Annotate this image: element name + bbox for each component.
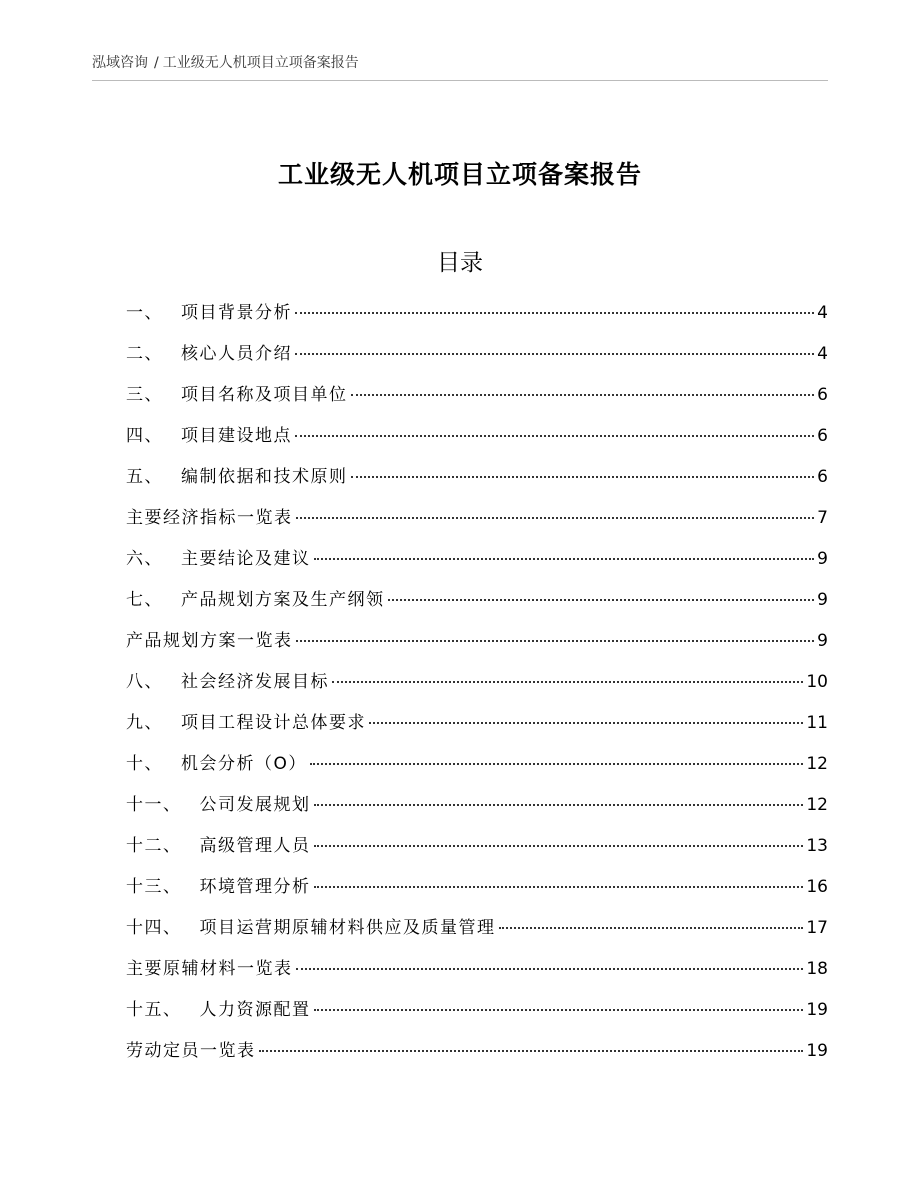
toc-entry-number: 六、 [126,549,163,569]
toc-entry[interactable] [126,869,828,910]
toc-entry-label [126,582,385,618]
toc-entry-number: 十、 [126,754,163,774]
toc-entry[interactable] [126,418,828,459]
toc-page-number: 9 [817,631,828,651]
toc-entry-text: 主要经济指标一览表 [126,508,293,528]
toc-dot-leader [332,681,803,683]
toc-dot-leader [259,1050,804,1052]
toc-entry-number: 三、 [126,385,163,405]
toc-entry-text: 公司发展规划 [199,795,311,815]
toc-dot-leader [388,599,815,601]
toc-page-number: 19 [806,1041,828,1061]
toc-entry-label [126,869,311,905]
toc-entry[interactable] [126,582,828,623]
toc-page-number: 4 [817,303,828,323]
toc-entry-text: 人力资源配置 [199,1000,311,1020]
toc-entry[interactable] [126,746,828,787]
toc-entry-text: 项目名称及项目单位 [181,385,348,405]
toc-entry-number: 二、 [126,344,163,364]
toc-entry-number: 十一、 [126,795,182,815]
toc-entry[interactable] [126,541,828,582]
toc-entry-label [126,336,292,372]
toc-entry[interactable] [126,828,828,869]
toc-page-number: 17 [806,918,828,938]
toc-page-number: 10 [806,672,828,692]
toc-page-number: 12 [806,754,828,774]
toc-entry-number: 十三、 [126,877,182,897]
toc-dot-leader [351,394,815,396]
toc-entry-label [126,541,311,577]
toc-entry[interactable] [126,459,828,500]
toc-page-number: 6 [817,467,828,487]
toc-page-number: 7 [817,508,828,528]
toc-dot-leader [314,845,804,847]
toc-dot-leader [314,804,804,806]
toc-dot-leader [351,476,815,478]
toc-entry-number: 十二、 [126,836,182,856]
toc-page-number: 11 [806,713,828,733]
toc-entry-number: 五、 [126,467,163,487]
toc-entry-label [126,787,311,823]
toc-page-number: 18 [806,959,828,979]
toc-entry-text: 环境管理分析 [199,877,311,897]
toc-entry-label [126,992,311,1028]
toc-page-number: 12 [806,795,828,815]
toc-dot-leader [310,763,803,765]
toc-entry[interactable] [126,705,828,746]
toc-dot-leader [295,435,814,437]
toc-entry-text: 机会分析（O） [181,754,307,774]
header-company: 泓域咨询 [92,55,148,71]
toc-entry-number: 八、 [126,672,163,692]
toc-entry[interactable] [126,787,828,828]
toc-dot-leader [295,353,814,355]
toc-entry-number: 九、 [126,713,163,733]
toc-page-number: 4 [817,344,828,364]
toc-entry[interactable] [126,951,828,992]
toc-entry-label [126,418,292,454]
toc-entry[interactable] [126,664,828,705]
toc-page-number: 16 [806,877,828,897]
toc-page-number: 6 [817,426,828,446]
toc-entry-text: 主要原辅材料一览表 [126,959,293,979]
toc-page-number: 9 [817,590,828,610]
toc-page-number: 9 [817,549,828,569]
toc-dot-leader [295,312,814,314]
toc-entry-text: 项目运营期原辅材料供应及质量管理 [199,918,496,938]
toc-entry-text: 项目背景分析 [181,303,292,323]
toc-entry[interactable] [126,336,828,377]
toc-entry-label [126,705,366,741]
toc-entry-number: 四、 [126,426,163,446]
toc-entry-text: 项目工程设计总体要求 [181,713,366,733]
toc-dot-leader [314,886,804,888]
toc-entry[interactable] [126,910,828,951]
toc-entry-label [126,500,293,536]
running-header [92,52,828,81]
toc-entry-number: 一、 [126,303,163,323]
toc-dot-leader [296,968,804,970]
toc-page-number: 13 [806,836,828,856]
toc-entry-number: 七、 [126,590,163,610]
toc-entry-number: 十五、 [126,1000,182,1020]
toc-entry-label [126,664,329,700]
toc-dot-leader [314,1009,804,1011]
toc-entry-text: 产品规划方案及生产纲领 [181,590,385,610]
toc-entry[interactable] [126,992,828,1033]
toc-entry[interactable] [126,500,828,541]
toc-entry-text: 编制依据和技术原则 [181,467,348,487]
toc-entry-label [126,623,293,659]
toc-heading: 目录 [437,250,483,276]
toc-dot-leader [296,517,815,519]
document-title: 工业级无人机项目立项备案报告 [277,160,642,189]
toc-entry-text: 主要结论及建议 [181,549,311,569]
toc-entry[interactable] [126,295,828,336]
toc-dot-leader [296,640,815,642]
toc-page-number: 6 [817,385,828,405]
toc-entry-number: 十四、 [126,918,182,938]
toc-entry-label [126,377,348,413]
toc-entry-label [126,459,348,495]
header-separator: / [154,55,159,71]
toc-entry[interactable] [126,377,828,418]
header-doc-name: 工业级无人机项目立项备案报告 [162,55,359,71]
toc-entry[interactable] [126,1033,828,1074]
toc-entry-label [126,1033,256,1069]
toc-entry-text: 社会经济发展目标 [181,672,329,692]
toc-entry-label [126,828,311,864]
toc-entry-label [126,746,307,782]
toc-dot-leader [499,927,804,929]
toc-entry-label [126,951,293,987]
toc-entry-text: 产品规划方案一览表 [126,631,293,651]
toc-entry-label [126,910,496,946]
toc-entry-text: 项目建设地点 [181,426,292,446]
table-of-contents [126,295,828,1074]
toc-entry-text: 高级管理人员 [199,836,311,856]
toc-page-number: 19 [806,1000,828,1020]
toc-dot-leader [314,558,815,560]
toc-dot-leader [369,722,803,724]
toc-entry-text: 劳动定员一览表 [126,1041,256,1061]
toc-entry-label [126,295,292,331]
toc-entry[interactable] [126,623,828,664]
toc-entry-text: 核心人员介绍 [181,344,292,364]
